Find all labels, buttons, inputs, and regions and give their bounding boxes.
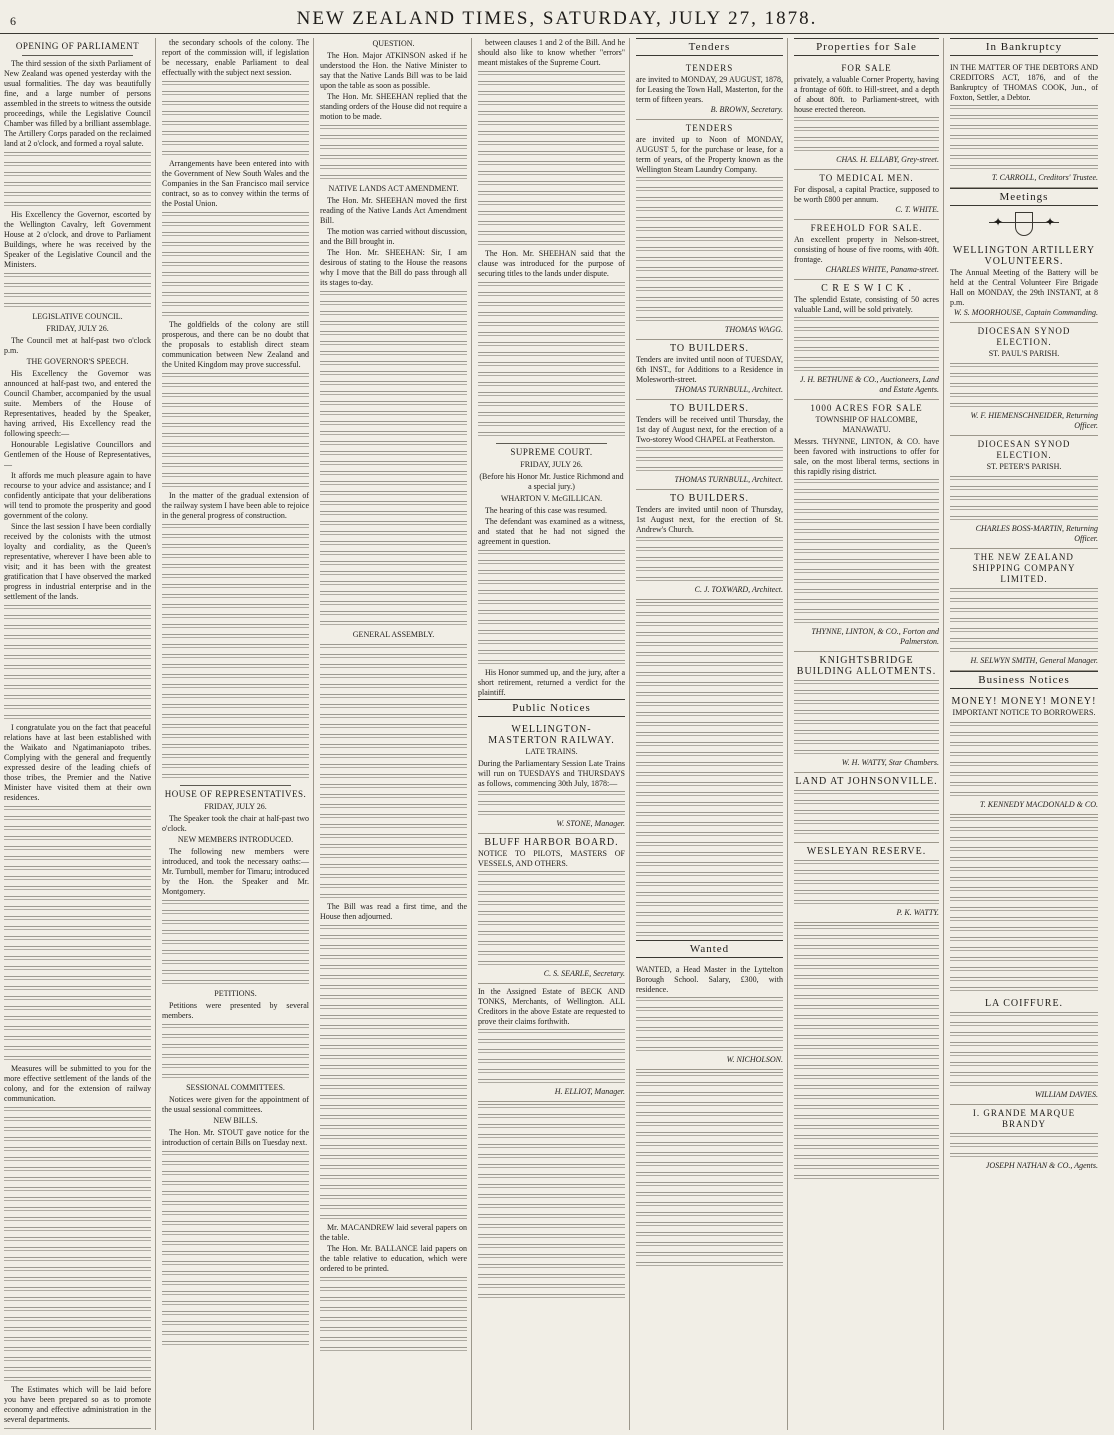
text-block: [950, 361, 1098, 411]
divider: [180, 785, 291, 786]
text-block: [162, 522, 309, 782]
text-block: [478, 280, 625, 440]
ad-signature: WILLIAM DAVIES.: [1034, 1090, 1098, 1099]
ad-body: are invited up to Noon of MONDAY, AUGUST 5, for the purchase or lease, for a term of years, of the Property known as the Wellington Steam Laundry Company.: [636, 135, 783, 174]
ad-heading: I. GRANDE MARQUE BRANDY: [972, 1108, 1076, 1129]
ad-heading: WELLINGTON ARTILLERY VOLUNTEERS.: [952, 245, 1096, 267]
advertisement: [636, 490, 783, 600]
ad-subheading: ST. PAUL'S PARISH.: [988, 349, 1060, 358]
ad-heading: C R E S W I C K .: [821, 283, 912, 294]
text-block: [478, 869, 625, 969]
section-heading: GENERAL ASSEMBLY.: [352, 630, 435, 639]
paragraph: The Hon. Mr. SHEEHAN moved the first reading of the Native Lands Act Amendment Bill.: [320, 196, 467, 225]
section-banner: Tenders: [636, 38, 783, 56]
advertisement: [636, 120, 783, 340]
ad-signature: W. STONE, Manager.: [556, 819, 625, 828]
section-banner: Properties for Sale: [794, 38, 939, 56]
text-block: [636, 445, 783, 475]
text-block: [794, 923, 939, 1183]
columns-grid: [4, 38, 1110, 1430]
advertisement: [950, 1105, 1098, 1175]
paragraph: The Hon. Mr. SHEEHAN replied that the standing orders of the House did not require a motion to be made.: [320, 92, 467, 121]
section-note: (Before his Honor Mr. Justice Richmond and a special jury.): [479, 472, 624, 491]
text-block: [636, 1070, 783, 1270]
advertisement: [478, 721, 625, 834]
ad-heading: TENDERS: [685, 123, 734, 133]
ad-body: WANTED, a Head Master in the Lyttelton Borough School. Salary, £300, with residence.: [636, 965, 783, 994]
text-block: [4, 804, 151, 1064]
text-block: [4, 1105, 151, 1385]
ad-subheading: ST. PETER'S PARISH.: [986, 462, 1062, 471]
ad-body: Messrs. THYNNE, LINTON, & CO. have been favored with instructions to offer for sale, on the most liberal terms, sections in this rapidly rising district.: [794, 437, 939, 476]
ad-heading: BLUFF HARBOR BOARD.: [484, 837, 619, 848]
advertisement: [950, 995, 1098, 1105]
column-2: [162, 38, 314, 1430]
ad-signature: W. NICHOLSON.: [726, 1055, 783, 1064]
paragraph: The Speaker took the chair at half-past two o'clock.: [162, 814, 309, 833]
paragraph: The Estimates which will be laid before you have been prepared so as to promote economy and effective administration in the several departments.: [4, 1385, 151, 1424]
text-block: [636, 995, 783, 1055]
text-block: [162, 898, 309, 988]
paragraph: Since the last session I have been cordially received by the colonists with the utmost loyalty and cordiality, as the Queen's representative, wherever I have been able to visit; and it has been with the greatest gratification that I have observed the marked progress in industrial enterprise and in the settlement of the lands.: [4, 522, 151, 601]
text-block: [4, 150, 151, 210]
text-block: [320, 923, 467, 1223]
paragraph: The Hon. Mr. SHEEHAN said that the clause was introduced for the purpose of securing titles to the lands under dispute.: [478, 249, 625, 278]
paragraph: Notices were given for the appointment of the usual sessional committees.: [162, 1095, 309, 1114]
text-block: [4, 603, 151, 723]
paragraph: The Hon. Major ATKINSON asked if he understood the Hon. the Native Minister to say that the Native Lands Bill was to be laid upon the table as soon as possible.: [320, 51, 467, 90]
paragraph: Mr. MACANDREW laid several papers on the table.: [320, 1223, 467, 1242]
text-block: [320, 1275, 467, 1355]
column-6: [794, 38, 944, 1430]
section-heading: THE GOVERNOR'S SPEECH.: [26, 357, 129, 366]
ad-signature: J. H. BETHUNE & CO., Auctioneers, Land and Estate Agents.: [799, 375, 939, 394]
paragraph: The following new members were introduced, and took the necessary oaths:—Mr. Turnbull, member for Timaru; introduced by the Hon. the Speaker and Mr. Montgomery.: [162, 847, 309, 896]
ad-signature: H. SELWYN SMITH, General Manager.: [970, 656, 1098, 665]
ad-heading: WELLINGTON-MASTERTON RAILWAY.: [488, 724, 615, 746]
ad-signature: C. J. TOXWARD, Architect.: [694, 585, 783, 594]
paragraph: Measures will be submitted to you for the more effective settlement of the lands of the colony, and for the extension of railway communication.: [4, 1064, 151, 1103]
paragraph: Honourable Legislative Councillors and Gentlemen of the House of Representatives,—: [4, 440, 151, 469]
section-banner: Public Notices: [478, 699, 625, 717]
text-block: [320, 123, 467, 183]
paragraph: His Honor summed up, and the jury, after a short retirement, returned a verdict for the plaintiff.: [478, 668, 625, 697]
text-block: [636, 600, 783, 940]
section-banner: Business Notices: [950, 671, 1098, 689]
ad-signature: CHARLES BOSS-MARTIN, Returning Officer.: [975, 524, 1098, 543]
ad-body: The splendid Estate, consisting of 50 acres valuable Land, will be sold privately.: [794, 295, 939, 314]
text-block: [636, 175, 783, 325]
ad-subheading: TOWNSHIP OF HALCOMBE, MANAWATU.: [815, 415, 918, 434]
ad-heading: FREEHOLD FOR SALE.: [810, 223, 923, 233]
text-block: [478, 69, 625, 249]
column-3: [320, 38, 472, 1430]
paragraph: His Excellency the Governor, escorted by the Wellington Cavalry, left Government House at 2 o'clock, and drove to Parliament Buildings, where he was received by the Speaker of the Legislative Council and the Ministers.: [4, 210, 151, 269]
paragraph: Arrangements have been entered into with the Government of New South Wales and the Companies in the San Francisco mail service contract, so as to convey within the terms of the Postal Union.: [162, 159, 309, 208]
masthead-title: NEW ZEALAND TIMES, SATURDAY, JULY 27, 1878.: [296, 8, 818, 29]
ad-signature: THYNNE, LINTON, & CO., Forton and Palmerston.: [811, 627, 939, 646]
column-5: [636, 38, 788, 1430]
text-block: [4, 271, 151, 311]
ad-heading: WESLEYAN RESERVE.: [806, 846, 927, 857]
ad-signature: C. T. WHITE.: [895, 205, 939, 214]
advertisement: [794, 220, 939, 280]
text-block: [794, 115, 939, 155]
advertisement: [794, 60, 939, 170]
newspaper-masthead: [0, 8, 1114, 34]
text-block: [4, 1426, 151, 1430]
text-block: [950, 815, 1098, 995]
ad-body: are invited to MONDAY, 29 AUGUST, 1878, for Leasing the Town Hall, Masterton, for the term of fifteen years.: [636, 75, 783, 104]
ad-signature: CHARLES WHITE, Panama-street.: [825, 265, 939, 274]
paragraph: His Excellency the Governor was announced at half-past two, and entered the Council Chamber, accompanied by the usual suite. Members of the House of Representatives, headed by the Speaker, having arrived, His Excellency read the following speech:—: [4, 369, 151, 438]
text-block: [794, 858, 939, 908]
ad-heading: KNIGHTSBRIDGE BUILDING ALLOTMENTS.: [796, 655, 937, 677]
ad-heading: TENDERS: [685, 63, 734, 73]
advertisement: [636, 400, 783, 490]
ad-signature: B. BROWN, Secretary.: [710, 105, 783, 114]
paragraph: In the matter of the gradual extension of the railway system I have been able to rejoice in the general progress of construction.: [162, 491, 309, 520]
ad-signature: P. K. WATTY.: [896, 908, 939, 917]
paragraph: The hearing of this case was resumed.: [485, 506, 607, 515]
ad-body: NOTICE TO PILOTS, MASTERS OF VESSELS, AND OTHERS.: [478, 849, 625, 868]
case-title: WHARTON V. McGILLICAN.: [500, 494, 603, 503]
ad-signature: W. H. WATTY, Star Chambers.: [841, 758, 939, 767]
advertisement: [636, 60, 783, 120]
section-banner: Meetings: [950, 188, 1098, 206]
ad-heading: FOR SALE: [841, 63, 892, 73]
ad-body: In the Assigned Estate of BECK AND TONKS, Merchants, of Wellington. ALL Creditors in the above Estate are requested to prove their claims forthwith.: [478, 987, 625, 1026]
advertisement: [950, 436, 1098, 549]
ad-body: The Annual Meeting of the Battery will be held at the Central Volunteer Fire Brigade Hall on MONDAY, the 29th INSTANT, at 8 p.m.: [950, 268, 1098, 307]
ad-signature: H. ELLIOT, Manager.: [554, 1087, 625, 1096]
column-7: [950, 38, 1102, 1430]
text-block: [162, 1149, 309, 1349]
text-block: [320, 289, 467, 629]
ad-signature: T. CARROLL, Creditors' Trustee.: [991, 173, 1098, 182]
advertisement: [794, 843, 939, 923]
paragraph: Petitions were presented by several members.: [162, 1001, 309, 1020]
advertisement: [950, 693, 1098, 815]
paragraph: The motion was carried without discussion, and the Bill brought in.: [320, 227, 467, 246]
advertisement: [950, 242, 1098, 323]
advertisement: [794, 280, 939, 400]
ad-signature: JOSEPH NATHAN & CO., Agents.: [985, 1161, 1098, 1170]
advertisement: [478, 984, 625, 1102]
paragraph: The Bill was read a first time, and the House then adjourned.: [320, 902, 467, 921]
ad-body: Tenders will be received until Thursday, the 1st day of August next, for the erection of a Two-storey Wood CHAPEL at Featherston.: [636, 415, 783, 444]
divider: [22, 55, 133, 56]
section-heading: HOUSE OF REPRESENTATIVES.: [164, 789, 307, 799]
crest-emblem-icon: ✦ ✦: [985, 210, 1063, 240]
advertisement: [794, 170, 939, 220]
text-block: [162, 371, 309, 491]
ad-body: privately, a valuable Corner Property, having a frontage of 60ft. to Hill-street, and a depth of about 80ft. to Parliament-street, with house erected thereon.: [794, 75, 939, 114]
ad-heading: MONEY! MONEY! MONEY!: [951, 696, 1097, 707]
page-number: 6: [10, 14, 16, 28]
ad-subheading: LATE TRAINS.: [525, 747, 578, 756]
column-4: [478, 38, 630, 1430]
text-block: [794, 477, 939, 627]
text-block: [950, 103, 1098, 173]
text-block: [162, 1022, 309, 1082]
section-date: FRIDAY, JULY 26.: [204, 802, 267, 811]
ad-heading: 1000 ACRES FOR SALE: [810, 403, 923, 413]
ad-heading: TO MEDICAL MEN.: [819, 173, 914, 183]
text-block: [950, 720, 1098, 800]
ad-heading: TO BUILDERS.: [669, 403, 750, 414]
advertisement: [950, 323, 1098, 436]
advertisement: [950, 60, 1098, 188]
advertisement: [636, 340, 783, 400]
section-banner: In Bankruptcy: [950, 38, 1098, 56]
text-block: [162, 79, 309, 159]
text-block: [478, 1027, 625, 1087]
text-block: [950, 586, 1098, 656]
paragraph: It affords me much pleasure again to have recourse to your advice and assistance; and I confidently anticipate that your deliberations will tend to promote the prosperity and good government of the colony.: [4, 471, 151, 520]
section-heading: NEW BILLS.: [213, 1116, 258, 1125]
paragraph: between clauses 1 and 2 of the Bill. And he should also like to know whether "errors" meant mistakes of the Supreme Court.: [478, 38, 625, 67]
paragraph: The Hon. Mr. BALLANCE laid papers on the table relative to education, which were ordered to be printed.: [320, 1244, 467, 1273]
section-heading: SUPREME COURT.: [510, 447, 593, 457]
ad-signature: THOMAS TURNBULL, Architect.: [674, 385, 783, 394]
section-heading: LEGISLATIVE COUNCIL.: [32, 312, 123, 321]
advertisement: [478, 834, 625, 984]
divider: [496, 443, 607, 444]
ad-heading: DIOCESAN SYNOD ELECTION.: [977, 439, 1071, 460]
ad-signature: T. KENNEDY MACDONALD & CO.: [979, 800, 1098, 809]
text-block: [950, 1131, 1098, 1161]
advertisement: [950, 549, 1098, 671]
ad-body: Tenders are invited until noon of Thursday, 1st August next, for the erection of St. Andrew's Church.: [636, 505, 783, 534]
ad-heading: THE NEW ZEALAND SHIPPING COMPANY LIMITED.: [972, 552, 1076, 584]
ad-heading: TO BUILDERS.: [669, 343, 750, 354]
paragraph: I congratulate you on the fact that peaceful relations have at last been established with the Waikato and Ngatimaniapoto tribes. Complying with the general and frequently expressed desire of the leading chiefs of those tribes, the Premier and the Native Minister have visited them at their own residences.: [4, 723, 151, 802]
section-heading: NEW MEMBERS INTRODUCED.: [177, 835, 294, 844]
ad-subheading: IMPORTANT NOTICE TO BORROWERS.: [952, 708, 1096, 717]
paragraph: The third session of the sixth Parliament of New Zealand was opened yesterday with the usual formalities. The day was beautifully fine, and a large number of persons assembled in the streets to witness the outside proceedings, while the Legislative Council Chamber was filled by a brilliant assemblage. The Artillery Corps paraded on the reclaimed land at 2 o'clock, and formed a royal salute.: [4, 59, 151, 148]
section-heading: QUESTION.: [372, 39, 415, 48]
paragraph: The Hon. Mr. SHEEHAN: Sir, I am desirous of stating to the House the reasons why I move that the Bill do pass through all its stages to-day.: [320, 248, 467, 287]
ad-body: IN THE MATTER OF THE DEBTORS AND CREDITORS ACT, 1876, and of the Bankruptcy of THOMAS COOK, Jun., of Foxton, Settler, a Debtor.: [950, 63, 1098, 102]
ad-signature: THOMAS TURNBULL, Architect.: [674, 475, 783, 484]
text-block: [478, 1102, 625, 1302]
paragraph: The Council met at half-past two o'clock p.m.: [4, 336, 151, 355]
paragraph: the secondary schools of the colony. The report of the commission will, if legislation be necessary, enable Parliament to deal effectually with the subject next session.: [162, 38, 309, 77]
ad-signature: THOMAS WAGG.: [724, 325, 783, 334]
text-block: [636, 535, 783, 585]
advertisement: [794, 773, 939, 843]
advertisement: [794, 652, 939, 773]
paragraph: The Hon. Mr. STOUT gave notice for the introduction of certain Bills on Tuesday next.: [162, 1128, 309, 1147]
text-block: [320, 642, 467, 902]
column-1: [4, 38, 156, 1430]
advertisement: [794, 400, 939, 652]
ad-signature: CHAS. H. ELLABY, Grey-street.: [836, 155, 939, 164]
ad-body: An excellent property in Nelson-street, consisting of house of five rooms, with 40ft. frontage.: [794, 235, 939, 264]
ad-heading: LA COIFFURE.: [984, 998, 1064, 1009]
ad-heading: LAND AT JOHNSONVILLE.: [795, 776, 938, 787]
ad-body: Tenders are invited until noon of TUESDAY, 6th INST., for Additions to a Residence in Molesworth-street.: [636, 355, 783, 384]
paragraph: The defendant was examined as a witness, and stated that he had not signed the agreement in question.: [478, 517, 625, 546]
text-block: [950, 474, 1098, 524]
text-block: [162, 210, 309, 320]
paragraph: The goldfields of the colony are still prosperous, and there can be no doubt that the proposals to establish direct steam communication between New Zealand and the United Kingdom may prove successful.: [162, 320, 309, 369]
text-block: [794, 788, 939, 838]
text-block: [950, 1010, 1098, 1090]
text-block: [794, 315, 939, 375]
ad-signature: W. F. HIEMENSCHNEIDER, Returning Officer.: [970, 411, 1098, 430]
ad-body: For disposal, a capital Practice, supposed to be worth £800 per annum.: [794, 185, 939, 204]
text-block: [794, 678, 939, 758]
ad-signature: W. S. MOORHOUSE, Captain Commanding.: [953, 308, 1098, 317]
article-title: OPENING OF PARLIAMENT: [15, 41, 140, 51]
section-date: FRIDAY, JULY 26.: [520, 460, 583, 469]
ad-body: During the Parliamentary Session Late Trains will run on TUESDAYS and THURSDAYS as follows, commencing 30th July, 1878:—: [478, 759, 625, 788]
section-heading: NATIVE LANDS ACT AMENDMENT.: [328, 184, 459, 193]
section-banner: Wanted: [636, 940, 783, 958]
section-heading: PETITIONS.: [214, 989, 257, 998]
ad-heading: TO BUILDERS.: [669, 493, 750, 504]
section-heading: SESSIONAL COMMITTEES.: [186, 1083, 285, 1092]
text-block: [478, 548, 625, 668]
section-date: FRIDAY, JULY 26.: [46, 324, 109, 333]
advertisement: [636, 962, 783, 1070]
ad-signature: C. S. SEARLE, Secretary.: [543, 969, 625, 978]
text-block: [478, 789, 625, 819]
ad-heading: DIOCESAN SYNOD ELECTION.: [977, 326, 1071, 347]
